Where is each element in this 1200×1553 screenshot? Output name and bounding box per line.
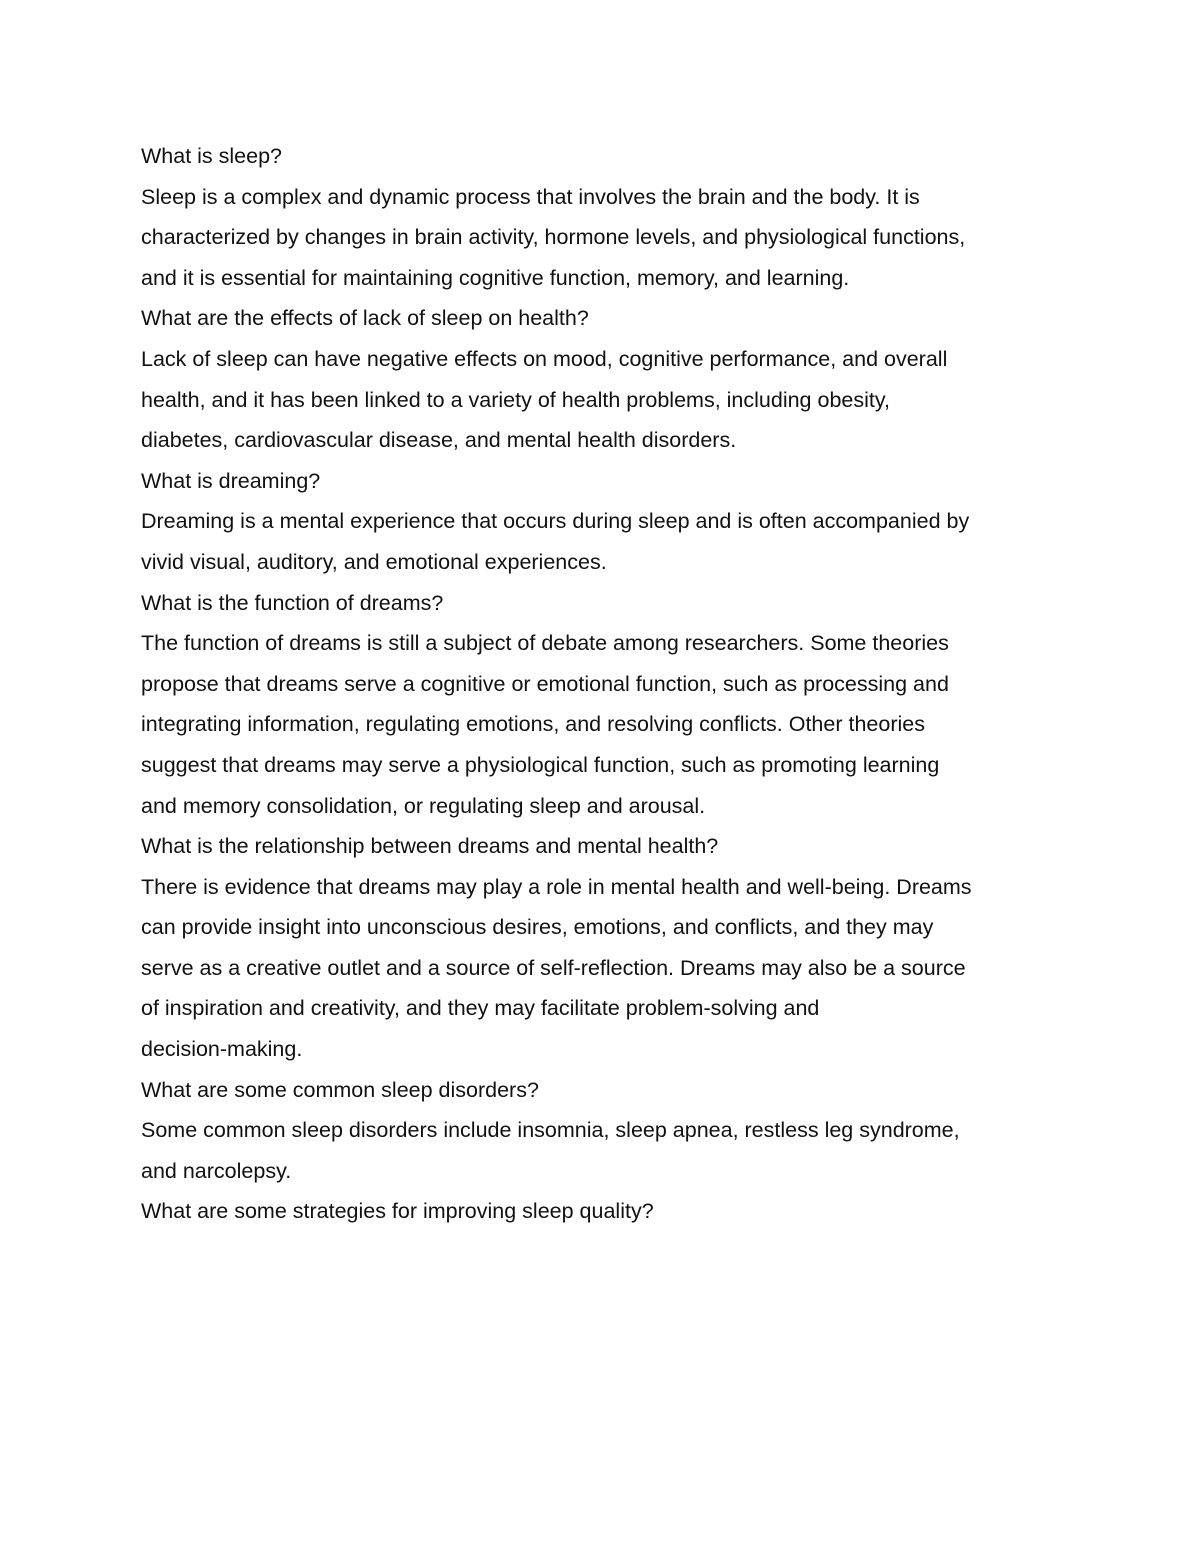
answer-line: vivid visual, auditory, and emotional experiences.: [141, 549, 607, 574]
answer-line: Lack of sleep can have negative effects on mood, cognitive performance, and overall: [141, 346, 948, 371]
answer-line: and memory consolidation, or regulating sleep and arousal.: [141, 793, 706, 818]
answer-line: Sleep is a complex and dynamic process that involves the brain and the body. It is: [141, 184, 920, 209]
answer-line: integrating information, regulating emotions, and resolving conflicts. Other theories: [141, 712, 925, 737]
answer-line: and narcolepsy.: [141, 1158, 292, 1183]
answer-line: diabetes, cardiovascular disease, and mental health disorders.: [141, 428, 737, 453]
answer-line: Dreaming is a mental experience that occurs during sleep and is often accompanied by: [141, 509, 970, 534]
question-effects-lack-of-sleep: What are the effects of lack of sleep on health?: [141, 306, 589, 331]
answer-line: decision-making.: [141, 1037, 303, 1062]
answer-line: Some common sleep disorders include insomnia, sleep apnea, restless leg syndrome,: [141, 1118, 960, 1143]
answer-line: health, and it has been linked to a variety of health problems, including obesity,: [141, 387, 890, 412]
answer-line: and it is essential for maintaining cognitive function, memory, and learning.: [141, 265, 850, 290]
answer-line: suggest that dreams may serve a physiological function, such as promoting learning: [141, 752, 940, 777]
question-what-is-sleep: What is sleep?: [141, 144, 283, 168]
answer-line: propose that dreams serve a cognitive or emotional function, such as processing and: [141, 671, 949, 696]
document-body: [141, 136, 1061, 1232]
question-function-of-dreams: What is the function of dreams?: [141, 590, 444, 615]
answer-line: of inspiration and creativity, and they may facilitate problem-solving and: [141, 996, 820, 1021]
question-improving-sleep-quality: What are some strategies for improving sleep quality?: [141, 1199, 654, 1224]
question-what-is-dreaming: What is dreaming?: [141, 468, 321, 493]
question-dreams-and-mental-health: What is the relationship between dreams and mental health?: [141, 834, 719, 859]
question-common-sleep-disorders: What are some common sleep disorders?: [141, 1077, 539, 1102]
answer-line: can provide insight into unconscious desires, emotions, and conflicts, and they may: [141, 915, 934, 940]
answer-line: The function of dreams is still a subject of debate among researchers. Some theories: [141, 631, 949, 656]
answer-line: serve as a creative outlet and a source of self-reflection. Dreams may also be a source: [141, 955, 966, 980]
answer-line: There is evidence that dreams may play a role in mental health and well-being. Dreams: [141, 874, 972, 899]
answer-line: characterized by changes in brain activity, hormone levels, and physiological functions,: [141, 225, 966, 250]
